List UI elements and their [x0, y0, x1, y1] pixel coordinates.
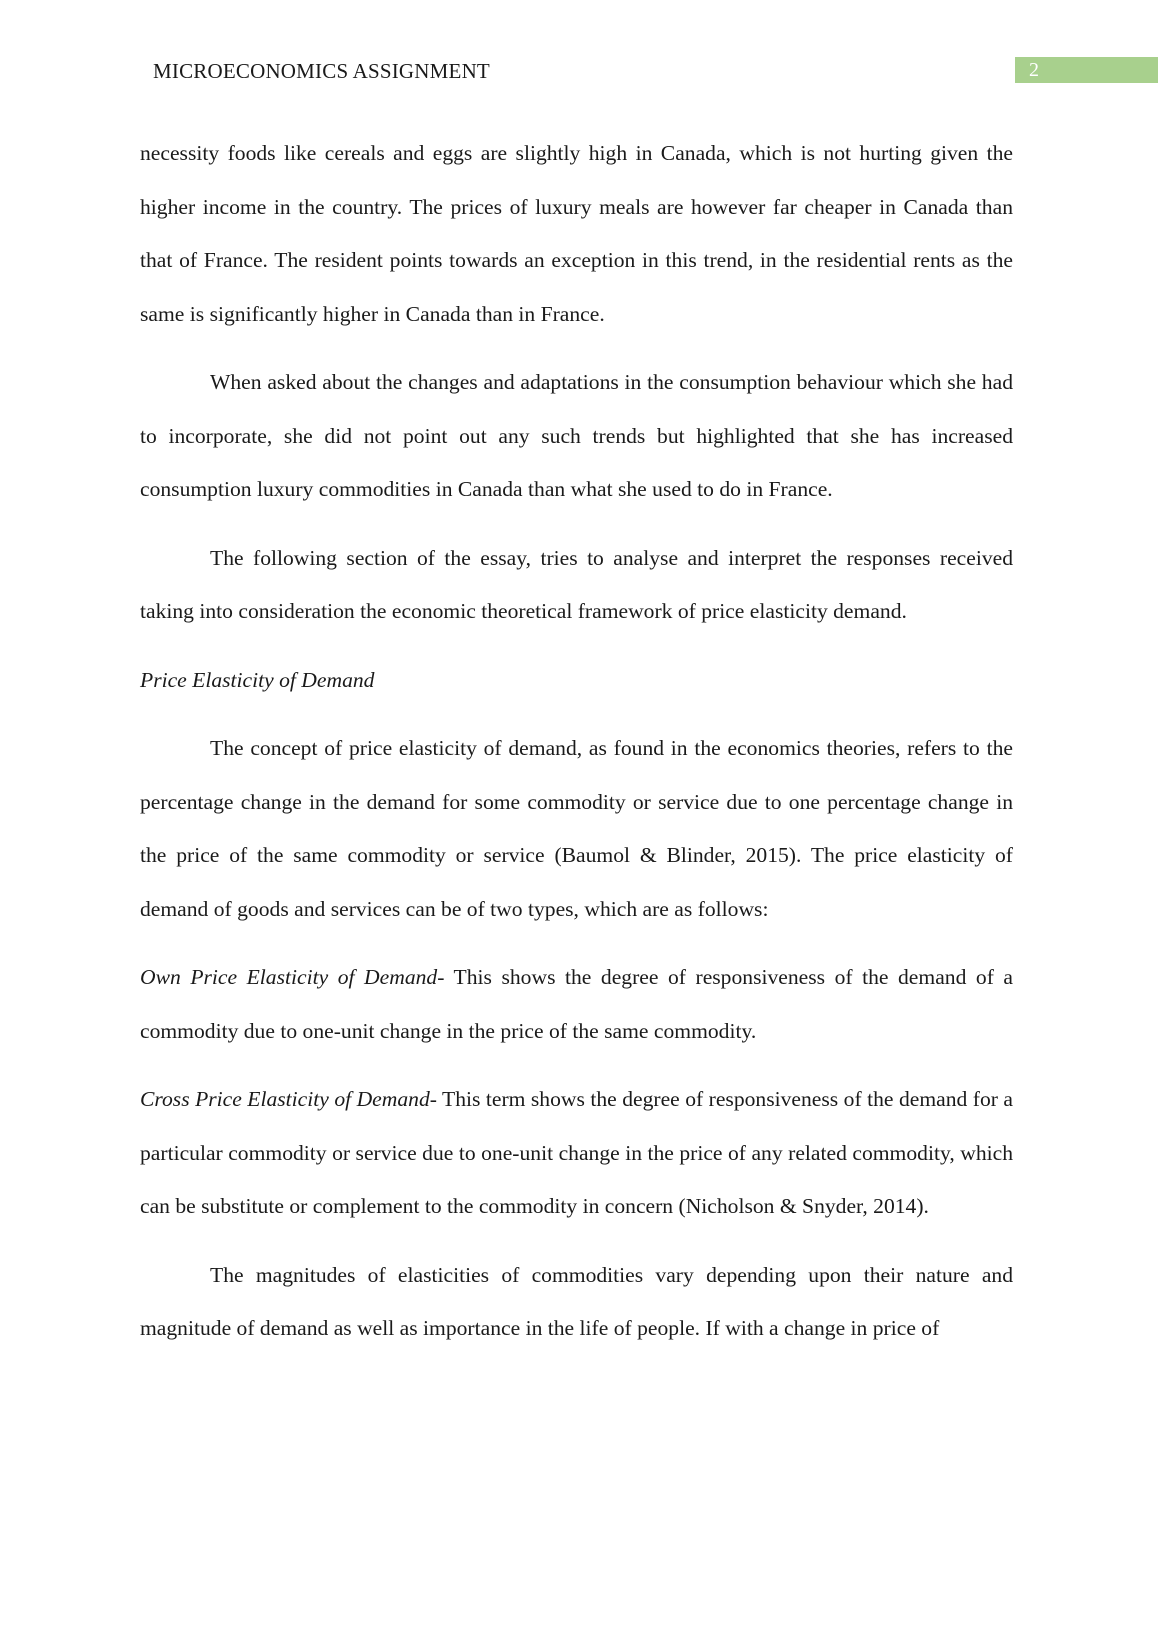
- document-body: [140, 127, 1013, 1356]
- term-own-price: Own Price Elasticity of Demand: [140, 965, 438, 989]
- paragraph-2: When asked about the changes and adaptations in the consumption behaviour which she had to incorporate, she did not point out any such trends but highlighted that she has increased consumption luxury commodities in Canada than what she used to do in France.: [140, 370, 1013, 501]
- paragraph-1: necessity foods like cereals and eggs are slightly high in Canada, which is not hurting given the higher income in the country. The prices of luxury meals are however far cheaper in Canada than that of France. The resident points towards an exception in this trend, in the residential rents as the same is significantly higher in Canada than in France.: [140, 141, 1013, 326]
- definition-cross-price-text: - This term shows the degree of responsiveness of the demand for a particular commodity or service due to one-unit change in the price of any related commodity, which can be substitute or complement to the commodity in concern (Nicholson & Snyder, 2014).: [140, 1087, 1013, 1218]
- definition-cross-price: [140, 1073, 1013, 1234]
- definition-own-price: [140, 951, 1013, 1058]
- running-header-title: MICROECONOMICS ASSIGNMENT: [153, 59, 490, 83]
- section-heading: Price Elasticity of Demand: [140, 667, 375, 692]
- paragraph-5: The magnitudes of elasticities of commodities vary depending upon their nature and magnitude of demand as well as importance in the life of people. If with a change in price of: [140, 1262, 1013, 1340]
- page-number-bar: [1015, 57, 1158, 83]
- term-cross-price: Cross Price Elasticity of Demand: [140, 1087, 430, 1111]
- paragraph-4: The concept of price elasticity of demand, as found in the economics theories, refers to the percentage change in the demand for some commodity or service due to one percentage change in the price of the same commodity or service (Baumol & Blinder, 2015). The price elasticity of demand of goods and services can be of two types, which are as follows:: [140, 736, 1013, 921]
- paragraph-3: The following section of the essay, tries to analyse and interpret the responses received taking into consideration the economic theoretical framework of price elasticity demand.: [140, 545, 1013, 623]
- page-number: 2: [1029, 59, 1039, 81]
- definition-own-price-text: - This shows the degree of responsiveness of the demand of a commodity due to one-unit change in the price of the same commodity.: [140, 965, 1014, 1043]
